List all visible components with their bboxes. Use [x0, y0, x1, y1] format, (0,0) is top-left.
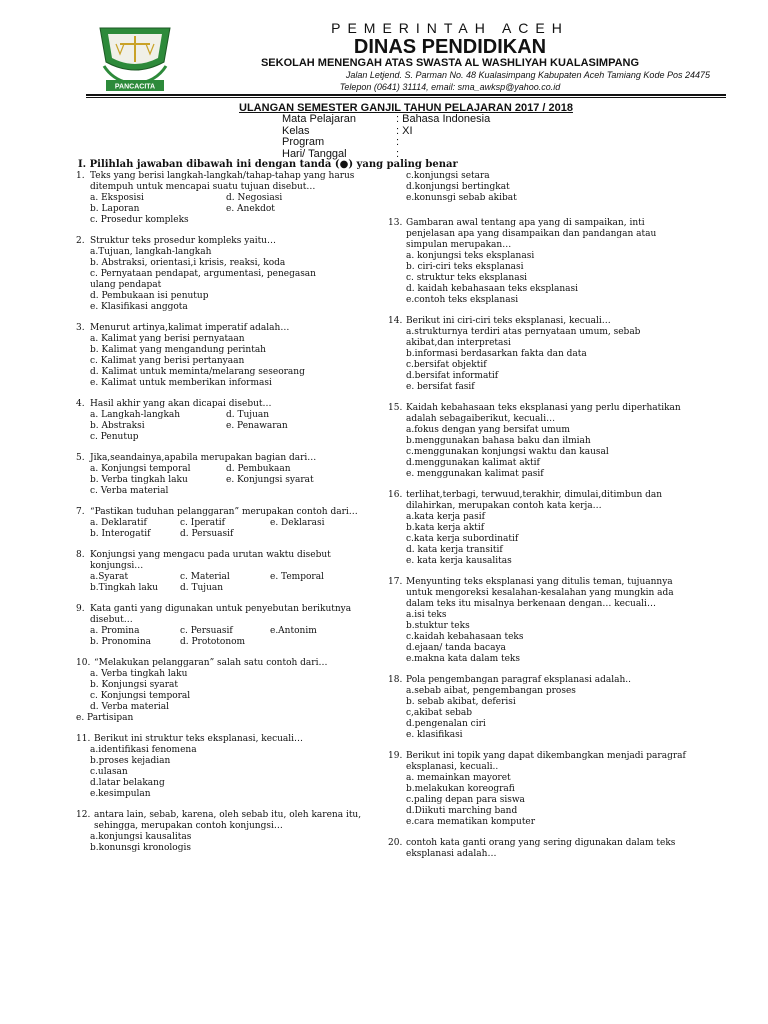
- answer-option: d.Diikuti marching band: [406, 806, 518, 816]
- answer-option: c.kata kerja subordinatif: [406, 534, 519, 544]
- question-number: 8.: [76, 550, 85, 560]
- answer-option: d. Pembukaan: [226, 464, 291, 474]
- meta-row: [282, 137, 490, 149]
- question-text: Gambaran awal tentang apa yang di sampaikan, inti penjelasan apa yang disampaikan dan pandangan atau simpulan merupakan…: [406, 218, 657, 250]
- header-rule-thin: [86, 97, 726, 98]
- answer-option: b.informasi berdasarkan fakta dan data: [406, 349, 587, 359]
- answer-option: c. Konjungsi temporal: [90, 691, 191, 701]
- answer-option: c. struktur teks eksplanasi: [406, 273, 528, 283]
- answer-option: c.konjungsi setara: [406, 171, 490, 181]
- meta-label: Hari/ Tanggal: [282, 147, 347, 160]
- question-stem: [76, 323, 386, 334]
- question-text: Teks yang berisi langkah-langkah/tahap-tahap yang harus ditempuh untuk mencapai suatu tujuan disebut…: [90, 171, 355, 192]
- question-stem: [388, 218, 688, 251]
- answer-option: e. kata kerja kausalitas: [406, 556, 512, 566]
- answer-option: c. Persuasif: [180, 626, 233, 636]
- question-stem: [388, 490, 688, 512]
- answer-option: a. Deklaratif: [90, 518, 147, 528]
- answer-option: b.melakukan koreografi: [406, 784, 515, 794]
- question-stem: [388, 675, 688, 686]
- question-number: 4.: [76, 399, 85, 409]
- question-number: 2.: [76, 236, 85, 246]
- question: [388, 490, 688, 567]
- header-rule: [86, 94, 726, 96]
- question: [388, 751, 688, 828]
- answer-option: a.strukturnya terdiri atas pernyataan umum, sebab akibat,dan interpretasi: [406, 327, 641, 348]
- answer-options: [90, 669, 386, 713]
- answer-option: c.menggunakan konjungsi waktu dan kausal: [406, 447, 609, 457]
- answer-option: e.konunsgi sebab akibat: [406, 193, 517, 203]
- answer-option: d. Verba material: [90, 702, 170, 712]
- answer-option: e. menggunakan kalimat pasif: [406, 469, 544, 479]
- meta-value: : Bahasa Indonesia: [396, 113, 491, 125]
- answer-options: [90, 193, 386, 226]
- answer-options: [406, 773, 688, 828]
- answer-options: [90, 832, 386, 854]
- answer-options: [90, 572, 386, 594]
- answer-option: b. Laporan: [90, 204, 140, 214]
- question-stem: [76, 453, 386, 464]
- question-stem: [76, 236, 386, 247]
- question-text: Menyunting teks eksplanasi yang ditulis teman, tujuannya untuk mengoreksi kesalahan-kesalahan yang mungkin ada dalam teks itu misalnya berkenaan dengan… kecuali…: [406, 577, 674, 609]
- question-stem: [76, 734, 386, 745]
- answer-option: b.menggunakan bahasa baku dan ilmiah: [406, 436, 591, 446]
- answer-option: a. memainkan mayoret: [406, 773, 511, 783]
- answer-option: ulang pendapat: [90, 280, 162, 290]
- meta-row: [282, 114, 490, 126]
- answer-options: [90, 518, 386, 540]
- answer-options: [406, 251, 688, 306]
- question-number: 13.: [388, 218, 403, 228]
- question-stem: [76, 810, 386, 832]
- answer-options: [406, 512, 688, 567]
- answer-option: b. Abstraksi: [90, 421, 145, 431]
- answer-options: [90, 410, 386, 443]
- question-stem: [76, 171, 386, 193]
- answer-option: c. Penutup: [90, 432, 139, 442]
- question: [76, 323, 386, 389]
- department-name: DINAS PENDIDIKAN: [353, 36, 547, 58]
- question: [388, 218, 688, 306]
- answer-option: a.sebab aibat, pengembangan proses: [406, 686, 576, 696]
- answer-option: e. Kalimat untuk memberikan informasi: [90, 378, 272, 388]
- question-text: Kata ganti yang digunakan untuk penyebutan berikutnya disebut…: [90, 604, 352, 625]
- question: [388, 316, 688, 393]
- meta-label: Mata Pelajaran: [282, 113, 356, 125]
- answer-option: a.Tujuan, langkah-langkah: [90, 247, 212, 257]
- answer-option: d. Pembukaan isi penutup: [90, 291, 209, 301]
- government-name: PEMERINTAH ACEH: [331, 20, 569, 36]
- answer-option: a. Verba tingkah laku: [90, 669, 188, 679]
- answer-option: d.latar belakang: [90, 778, 165, 788]
- answer-option: b.stuktur teks: [406, 621, 470, 631]
- question: [76, 658, 386, 713]
- question-number: 3.: [76, 323, 85, 333]
- question: [388, 838, 688, 860]
- answer-option: e.contoh teks eksplanasi: [406, 295, 519, 305]
- question: [76, 171, 386, 226]
- answer-option: b. Pronomina: [90, 637, 152, 647]
- answer-option: c. Material: [180, 572, 230, 582]
- answer-option: c. Prosedur kompleks: [90, 215, 189, 225]
- answer-option: b. Konjungsi syarat: [90, 680, 179, 690]
- exam-title: ULANGAN SEMESTER GANJIL TAHUN PELAJARAN 2017 / 2018: [239, 102, 573, 114]
- question-number: 16.: [388, 490, 403, 500]
- question-number: 5.: [76, 453, 85, 463]
- answer-option: c. Iperatif: [180, 518, 225, 528]
- exam-meta: [282, 114, 490, 160]
- question-text: terlihat,terbagi, terwuud,terakhir, dimulai,ditimbun dan dilahirkan, merupakan contoh kata kerja…: [406, 490, 663, 511]
- answer-option: [270, 583, 360, 594]
- answer-option: d. Persuasif: [180, 529, 234, 539]
- meta-value: : XI: [396, 124, 413, 137]
- question: [76, 810, 386, 854]
- answer-option: a.Syarat: [90, 572, 129, 582]
- answer-option: a. konjungsi teks eksplanasi: [406, 251, 535, 261]
- school-contact: Telepon (0641) 31114, email: sma_awksp@yahoo.co.id: [339, 82, 561, 92]
- answer-option: b.kata kerja aktif: [406, 523, 485, 533]
- school-address: Jalan Letjend. S. Parman No. 48 Kualasimpang Kabupaten Aceh Tamiang Kode Pos 24475: [345, 70, 710, 80]
- question-number: 14.: [388, 316, 403, 326]
- answer-option: a.fokus dengan yang bersifat umum: [406, 425, 570, 435]
- question-number: 10.: [76, 658, 91, 668]
- answer-option: b. Kalimat yang mengandung perintah: [90, 345, 266, 355]
- answer-option: e. Konjungsi syarat: [226, 475, 314, 485]
- answer-option: c,akibat sebab: [406, 708, 473, 718]
- answer-options: [90, 247, 386, 313]
- question-text: “Melakukan pelanggaran” salah satu contoh dari…: [94, 658, 328, 668]
- question-text: Konjungsi yang mengacu pada urutan waktu disebut konjungsi…: [90, 550, 331, 571]
- question: [76, 453, 386, 497]
- answer-option: c.ulasan: [90, 767, 128, 777]
- meta-label: Program: [282, 136, 325, 148]
- question: [76, 604, 386, 648]
- answer-option: [270, 637, 360, 648]
- question-text: Pola pengembangan paragraf eksplanasi adalah..: [406, 675, 632, 685]
- question: [388, 577, 688, 665]
- answer-option: d. Negosiasi: [226, 193, 283, 203]
- answer-option: d. Tujuan: [226, 410, 270, 420]
- answer-option: e.makna kata dalam teks: [406, 654, 521, 664]
- question: [388, 403, 688, 480]
- answer-option: b. Interogatif: [90, 529, 151, 539]
- answer-option: b. Verba tingkah laku: [90, 475, 188, 485]
- answer-option: e.cara mematikan komputer: [406, 817, 536, 827]
- answer-option: c.paling depan para siswa: [406, 795, 525, 805]
- question-stem: [76, 399, 386, 410]
- question-text: Menurut artinya,kalimat imperatif adalah…: [90, 323, 290, 333]
- question-text: Berikut ini ciri-ciri teks eksplanasi, kecuali…: [406, 316, 611, 326]
- question: [388, 675, 688, 741]
- meta-value: :: [396, 136, 400, 148]
- question-stem: [76, 658, 386, 669]
- answer-option: b.proses kejadian: [90, 756, 171, 766]
- answer-option: b. sebab akibat, deferisi: [406, 697, 516, 707]
- answer-options: [406, 327, 688, 393]
- question-number: 7.: [76, 507, 85, 517]
- question-stem: [76, 604, 386, 626]
- answer-option: a.konjungsi kausalitas: [90, 832, 192, 842]
- answer-option: d. Kalimat untuk meminta/melarang seseorang: [90, 367, 305, 377]
- svg-text:PANCACITA: PANCACITA: [114, 83, 156, 91]
- answer-option: c. Pernyataan pendapat, argumentasi, penegasan: [90, 269, 316, 279]
- answer-option: a. Langkah-langkah: [90, 410, 181, 420]
- answer-option: d. Tujuan: [180, 583, 224, 593]
- question-text: Hasil akhir yang akan dicapai disebut…: [90, 399, 272, 409]
- answer-option: c. Verba material: [90, 486, 169, 496]
- answer-option: a.kata kerja pasif: [406, 512, 485, 522]
- answer-option: d.bersifat informatif: [406, 371, 499, 381]
- answer-option: e. Penawaran: [226, 421, 288, 431]
- answer-options: [406, 686, 688, 741]
- answer-option: e. Temporal: [270, 572, 324, 582]
- answer-option: d. kaidah kebahasaan teks eksplanasi: [406, 284, 578, 294]
- answer-options: [90, 745, 386, 800]
- question-text: Berikut ini topik yang dapat dikembangkan menjadi paragraf eksplanasi, kecuali..: [406, 751, 686, 772]
- answer-option: d.pengenalan ciri: [406, 719, 486, 729]
- question-text: Berikut ini struktur teks eksplanasi, kecuali…: [94, 734, 304, 744]
- question-text: Kaidah kebahasaan teks eksplanasi yang perlu diperhatikan adalah sebagaiberikut, kecuali…: [406, 403, 681, 424]
- answer-option: b.konunsgi kronologis: [90, 843, 191, 853]
- answer-option: d.menggunakan kalimat aktif: [406, 458, 540, 468]
- answer-option: e. Klasifikasi anggota: [90, 302, 188, 312]
- question-stem: [76, 507, 386, 518]
- answer-option: [270, 529, 360, 540]
- question: [76, 507, 386, 540]
- question-stem: [388, 838, 688, 860]
- question-stem: [388, 316, 688, 327]
- answer-option: d. Prototonom: [180, 637, 246, 647]
- answer-option: e.kesimpulan: [90, 789, 151, 799]
- question-text: Jika,seandainya,apabila merupakan bagian dari…: [90, 453, 317, 463]
- question-number: 1.: [76, 171, 85, 181]
- question-number: 20.: [388, 838, 403, 848]
- continued-options: [406, 171, 688, 204]
- answer-option: a. Konjungsi temporal: [90, 464, 191, 474]
- answer-option: e. bersifat fasif: [406, 382, 475, 392]
- answer-option: c.kaidah kebahasaan teks: [406, 632, 524, 642]
- answer-options: [406, 610, 688, 665]
- answer-option: d.ejaan/ tanda bacaya: [406, 643, 506, 653]
- school-name: SEKOLAH MENENGAH ATAS SWASTA AL WASHLIYAH KUALASIMPANG: [260, 57, 640, 69]
- question-number: 17.: [388, 577, 403, 587]
- question: [76, 550, 386, 594]
- answer-option: c. Kalimat yang berisi pertanyaan: [90, 356, 245, 366]
- answer-option: e. Anekdot: [226, 204, 275, 214]
- question-text: “Pastikan tuduhan pelanggaran” merupakan contoh dari…: [90, 507, 358, 517]
- answer-option: d.konjungsi bertingkat: [406, 182, 510, 192]
- question-number: 12.: [76, 810, 91, 820]
- question: [76, 734, 386, 800]
- answer-option: e. Deklarasi: [270, 518, 325, 528]
- answer-option: b. Abstraksi, orientasi,i krisis, reaksi, koda: [90, 258, 286, 268]
- question: [76, 236, 386, 313]
- question-number: 15.: [388, 403, 403, 413]
- answer-option: a. Eksposisi: [90, 193, 144, 203]
- section-instruction: I. Pilihlah jawaban dibawah ini dengan tanda (●) yang paling benar: [78, 159, 458, 170]
- meta-value: :: [396, 147, 400, 160]
- question-text: antara lain, sebab, karena, oleh sebab itu, oleh karena itu, sehingga, merupakan contoh konjungsi…: [94, 810, 362, 831]
- answer-option: a. Promina: [90, 626, 140, 636]
- question-stem: [388, 577, 688, 610]
- answer-option: c.bersifat objektif: [406, 360, 487, 370]
- question-number: 11.: [76, 734, 91, 744]
- answer-options: [90, 334, 386, 389]
- answer-option: d. kata kerja transitif: [406, 545, 503, 555]
- questions-right-column: [388, 171, 688, 870]
- answer-option: e. Partisipan: [76, 713, 134, 723]
- questions-left-column: [76, 171, 386, 854]
- answer-options: [90, 626, 386, 648]
- question-text: contoh kata ganti orang yang sering digunakan dalam teks eksplanasi adalah…: [406, 838, 676, 859]
- question-stem: [388, 403, 688, 425]
- meta-label: Kelas: [282, 124, 310, 137]
- question-stem: [76, 550, 386, 572]
- answer-option: b. ciri-ciri teks eksplanasi: [406, 262, 524, 272]
- answer-option: a. Kalimat yang berisi pernyataan: [90, 334, 245, 344]
- question-number: 18.: [388, 675, 403, 685]
- question-number: 9.: [76, 604, 85, 614]
- question: [76, 399, 386, 443]
- question-stem: [388, 751, 688, 773]
- answer-option: a.isi teks: [406, 610, 447, 620]
- answer-option: b.Tingkah laku: [90, 583, 159, 593]
- question-text: Struktur teks prosedur kompleks yaitu…: [90, 236, 276, 246]
- answer-option: a.identifikasi fenomena: [90, 745, 197, 755]
- answer-option: e. klasifikasi: [406, 730, 463, 740]
- answer-option: e.Antonim: [270, 626, 317, 636]
- pancacita-logo: [94, 22, 176, 94]
- answer-options: [90, 464, 386, 497]
- answer-options: [406, 425, 688, 480]
- question-number: 19.: [388, 751, 403, 761]
